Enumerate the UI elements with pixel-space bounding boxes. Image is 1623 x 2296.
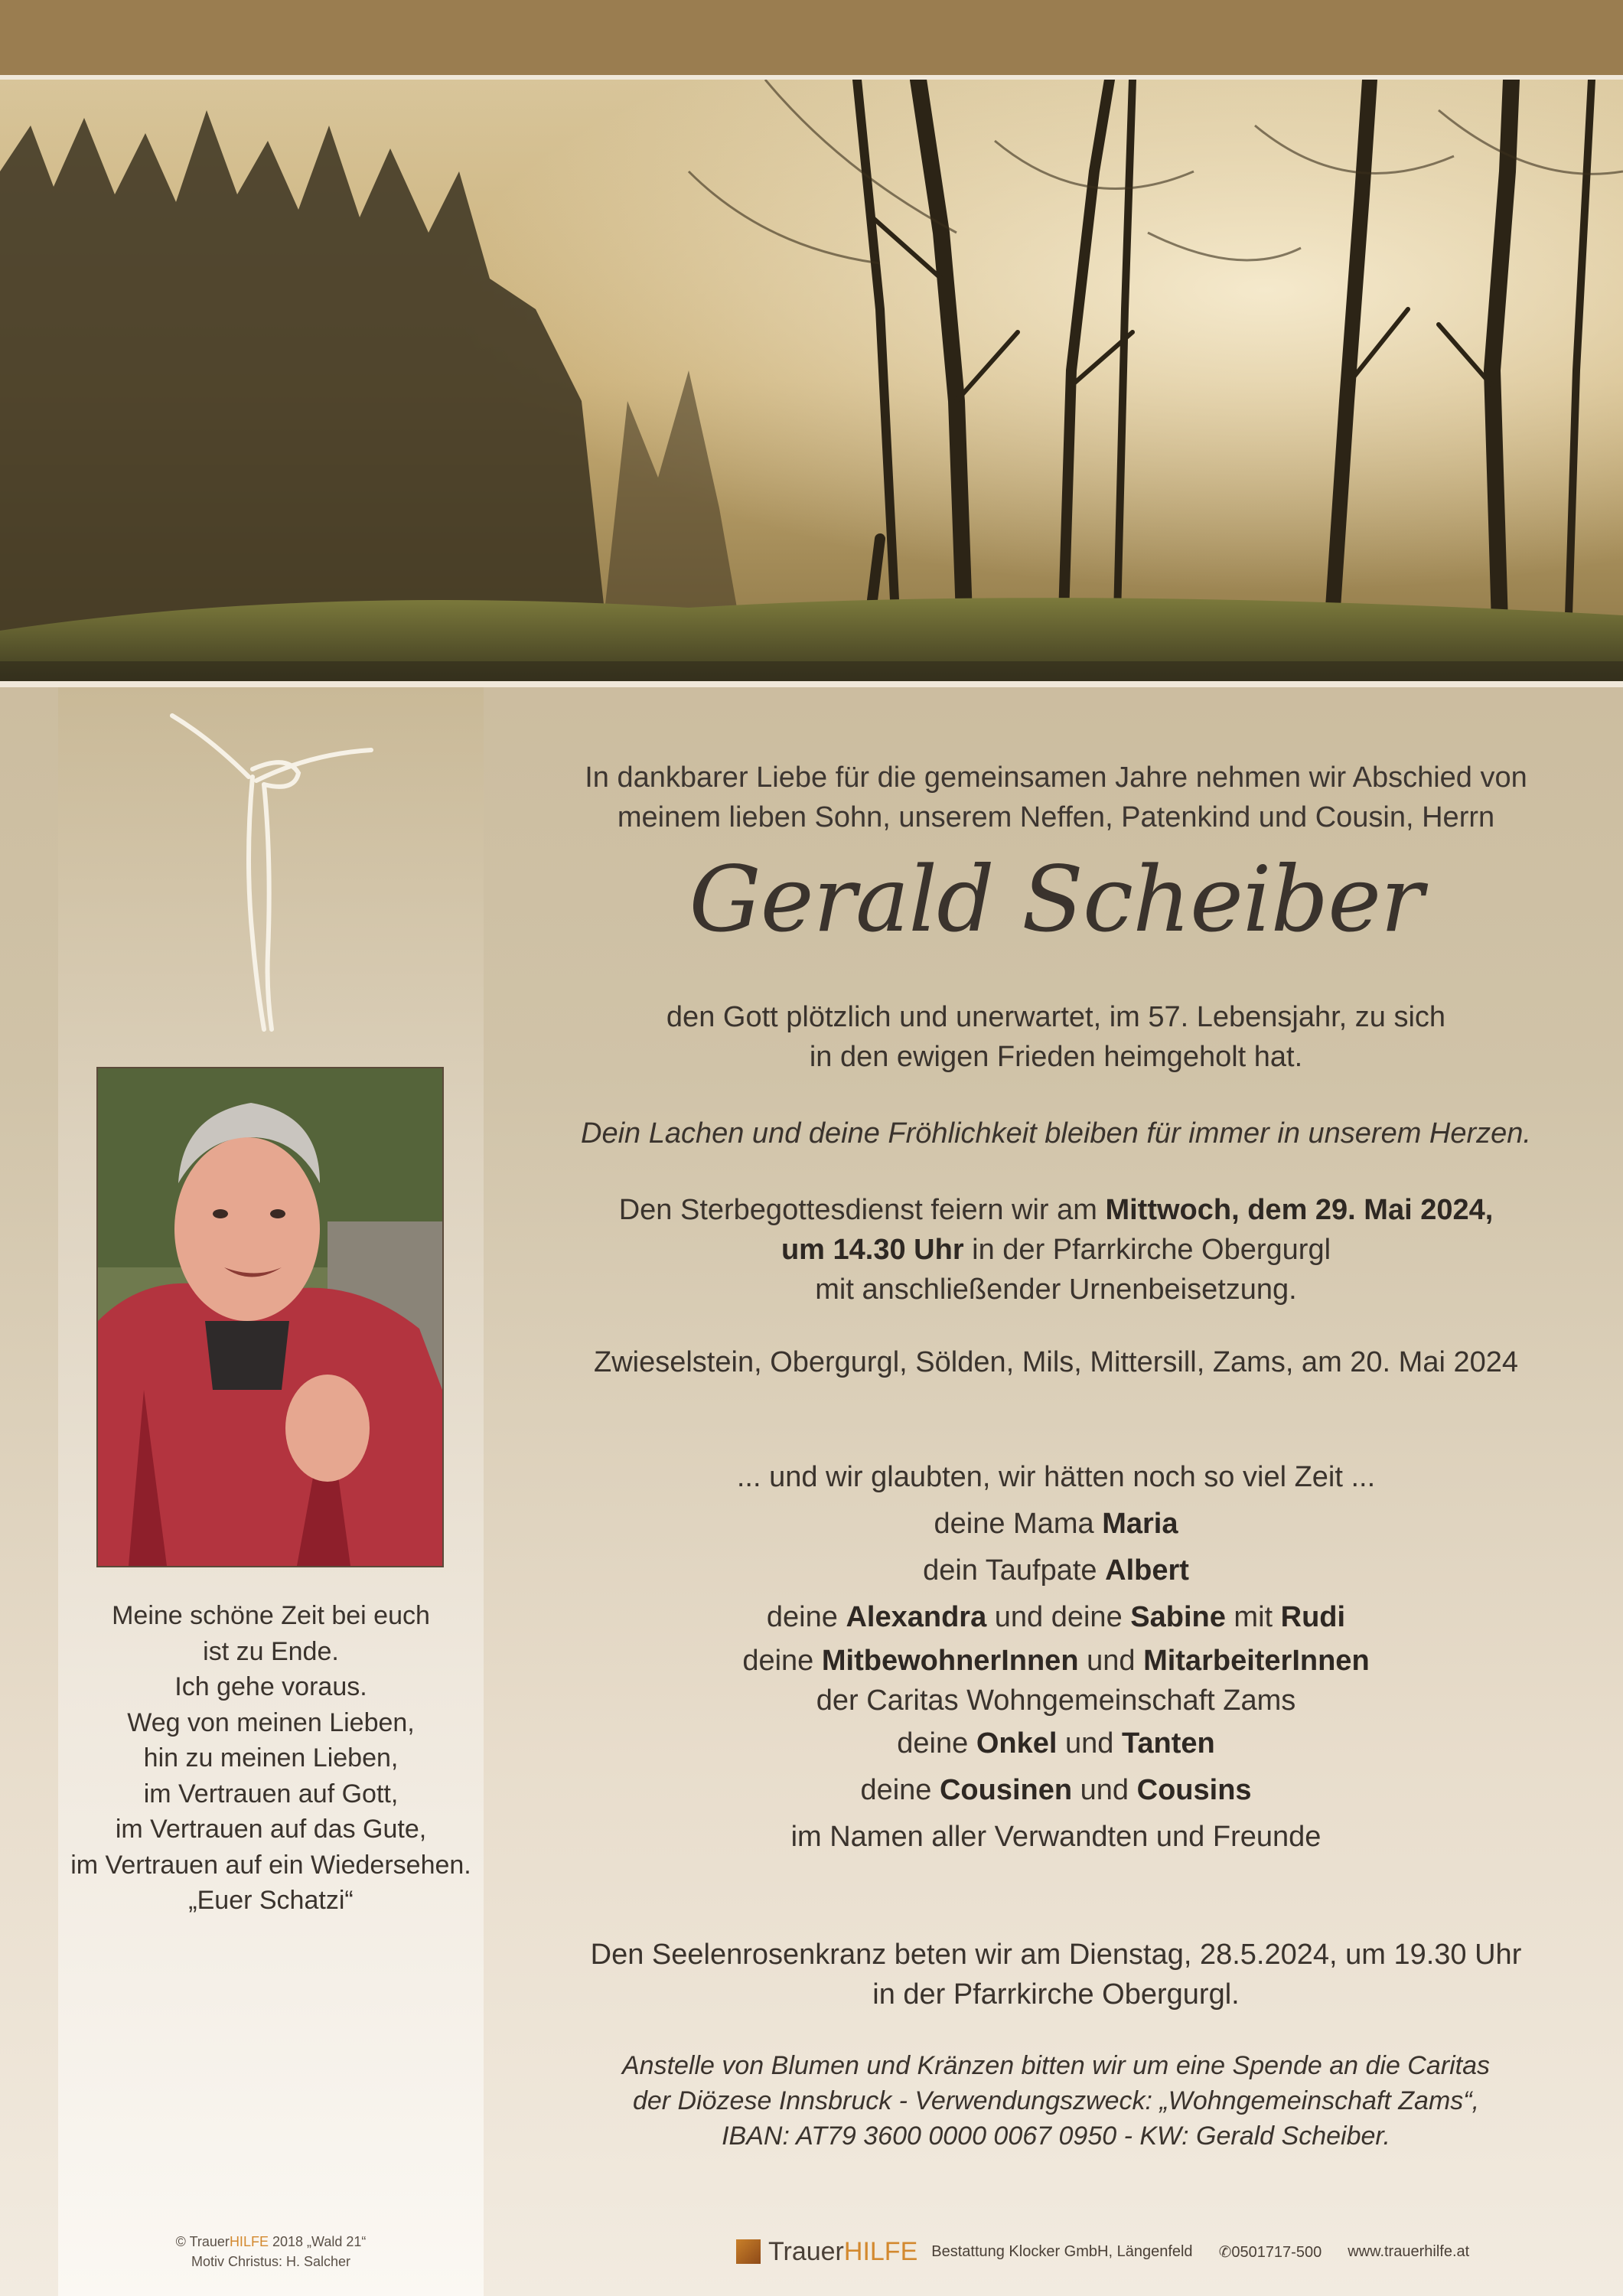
website-link[interactable]: www.trauerhilfe.at — [1348, 2242, 1470, 2260]
divider-line — [0, 681, 1623, 687]
poem-signature: „Euer Schatzi“ — [188, 1886, 354, 1915]
memorial-quote: Dein Lachen und deine Fröhlichkeit bleiben für immer in unserem Herzen. — [581, 1117, 1531, 1150]
donation-request: Anstelle von Blumen und Kränzen bitten wir um eine Spende an die Caritas der Diözese Innsbruck - Verwendungszweck: „Wohngemeinschaft Zams“, IBAN: AT79 3600 0000 0067 0950 - KW: Gerald Scheiber. — [621, 2051, 1490, 2151]
portrait-photo — [96, 1067, 444, 1567]
phone-number: ✆0501717-500 — [1218, 2243, 1322, 2261]
company-name: Bestattung Klocker GmbH, Längenfeld — [931, 2242, 1193, 2260]
intro-line: In dankbarer Liebe für die gemeinsamen Jahre nehmen wir Abschied von — [585, 762, 1527, 794]
poem-line: im Vertrauen auf ein Wiedersehen. — [70, 1850, 471, 1880]
footer — [736, 2236, 1469, 2267]
poem-line: ist zu Ende. — [203, 1636, 339, 1666]
poem-line: im Vertrauen auf das Gute, — [115, 1815, 427, 1844]
place-date: Zwieselstein, Obergurgl, Sölden, Mils, Mittersill, Zams, am 20. Mai 2024 — [594, 1346, 1518, 1378]
poem-line: Weg von meinen Lieben, — [127, 1707, 415, 1737]
trauerhilfe-logo-icon — [736, 2239, 761, 2264]
image-credits: © TrauerHILFE 2018 „Wald 21“ Motiv Christus: H. Salcher — [58, 2232, 484, 2272]
poem-line: Ich gehe voraus. — [174, 1672, 367, 1701]
christ-figure-icon — [165, 708, 379, 1037]
motif-credit: Motiv Christus: H. Salcher — [191, 2254, 351, 2269]
deceased-name: Gerald Scheiber — [689, 846, 1423, 952]
poem-line: im Vertrauen auf Gott, — [143, 1779, 399, 1808]
death-text: den Gott plötzlich und unerwartet, im 57. Lebensjahr, zu sich in den ewigen Frieden heimgeholt hat. — [666, 1001, 1446, 1073]
intro-line: meinem lieben Sohn, unserem Neffen, Patenkind und Cousin, Herrn — [617, 801, 1495, 833]
poem-line: hin zu meinen Lieben, — [143, 1743, 399, 1773]
poem-line: Meine schöne Zeit bei euch — [112, 1601, 430, 1630]
mourners-list: ... und wir glaubten, wir hätten noch so viel Zeit ... deine Mama Maria dein Taufpate Albert deine Alexandra und deine Sabine mit Rudi deine MitbewohnerInnen und MitarbeiterInnen der Caritas Wohngemeinschaft Zams deine Onkel und Tanten deine Cousinen und Cousins im Namen aller Verwandten und Freunde — [736, 1461, 1376, 1853]
farewell-poem — [58, 1598, 484, 1919]
top-band — [0, 0, 1623, 75]
intro-text — [536, 758, 1576, 837]
brand-name: TrauerHILFE — [768, 2236, 918, 2266]
funeral-service: Den Sterbegottesdienst feiern wir am Mittwoch, dem 29. Mai 2024, um 14.30 Uhr in der Pfarrkirche Obergurgl mit anschließender Urnenbeisetzung. — [618, 1194, 1494, 1306]
forest-header-image — [0, 80, 1623, 681]
rosary-info: Den Seelenrosenkranz beten wir am Dienstag, 28.5.2024, um 19.30 Uhr in der Pfarrkirche Obergurgl. — [590, 1939, 1522, 2011]
